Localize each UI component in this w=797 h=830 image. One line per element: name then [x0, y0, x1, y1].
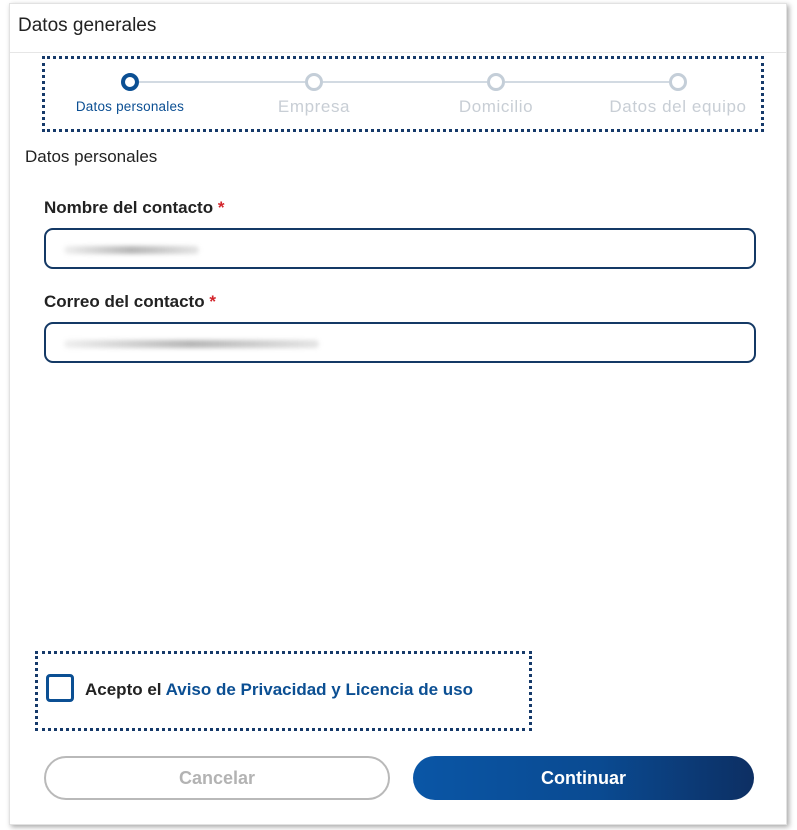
step-dot-datos-del-equipo[interactable] — [669, 73, 687, 91]
contact-name-input[interactable] — [44, 228, 756, 269]
section-title: Datos personales — [25, 147, 158, 166]
step-label-domicilio[interactable]: Domicilio — [458, 97, 534, 116]
contact-name-label — [44, 198, 224, 218]
step-dot-empresa[interactable] — [305, 73, 323, 91]
contact-email-label-text: Correo del contacto — [44, 292, 205, 311]
stepper-connector — [505, 81, 669, 83]
stepper-connector — [139, 81, 305, 83]
step-dot-datos-personales[interactable] — [121, 73, 139, 91]
step-label-empresa[interactable]: Empresa — [277, 97, 351, 116]
contact-email-input[interactable] — [44, 322, 756, 363]
general-data-panel — [9, 3, 787, 825]
required-mark: * — [217, 198, 225, 217]
step-dot-domicilio[interactable] — [487, 73, 505, 91]
consent-prefix: Acepto el — [85, 680, 166, 699]
title-divider — [10, 52, 786, 53]
required-mark: * — [209, 292, 216, 311]
stepper-connector — [323, 81, 487, 83]
stepper — [42, 56, 764, 132]
consent-checkbox[interactable] — [46, 674, 74, 702]
step-label-datos-del-equipo[interactable]: Datos del equipo — [609, 97, 747, 116]
contact-name-label-text: Nombre del contacto — [44, 198, 214, 217]
consent-text — [85, 680, 473, 700]
continue-button[interactable]: Continuar — [413, 756, 754, 800]
consent-box — [35, 651, 532, 731]
redacted-value — [64, 246, 199, 254]
step-label-datos-personales[interactable]: Datos personales — [75, 99, 185, 114]
contact-email-label — [44, 292, 216, 312]
cancel-button[interactable]: Cancelar — [44, 756, 390, 800]
redacted-value — [64, 340, 319, 348]
privacy-notice-link[interactable]: Aviso de Privacidad — [165, 680, 327, 699]
panel-title: Datos generales — [18, 15, 157, 36]
license-link[interactable]: Licencia de uso — [345, 680, 473, 699]
consent-connector: y — [326, 680, 346, 699]
